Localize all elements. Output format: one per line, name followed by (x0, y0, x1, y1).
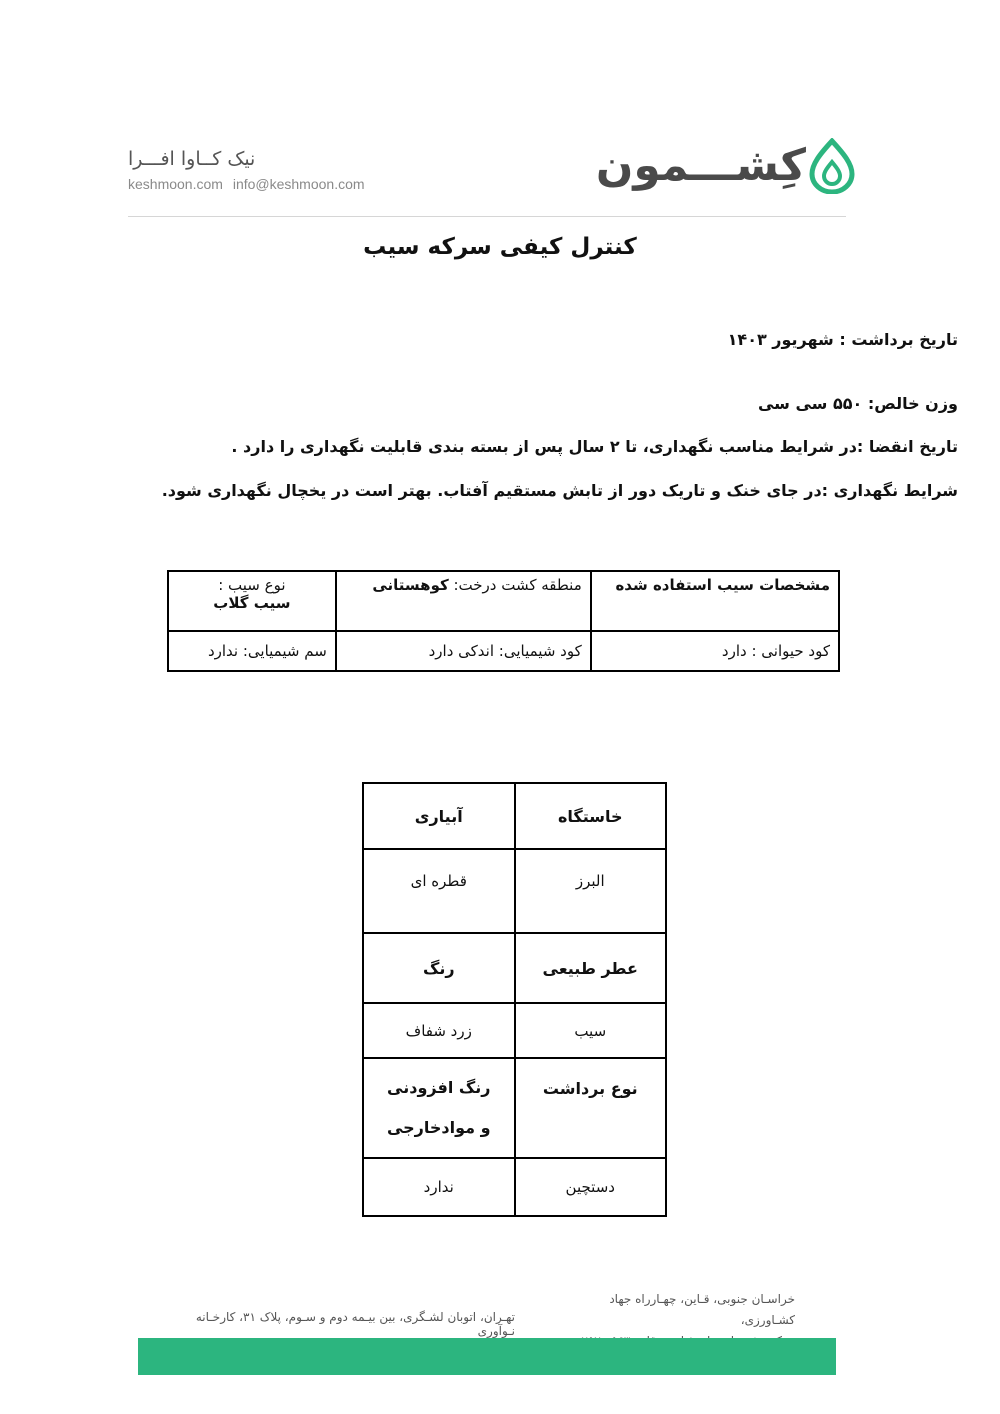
table-cell: آبیاری (363, 783, 515, 849)
table-row (168, 631, 839, 671)
keshmoon-logo-icon (808, 138, 856, 194)
table-cell: قطره ای (363, 849, 515, 933)
chemical-fertilizer-cell: کود شیمیایی: اندکی دارد (336, 631, 591, 671)
brand-name: کِشـــمون (595, 140, 806, 191)
region-cell (336, 571, 591, 631)
apple-type-value: سیب گلاب (213, 594, 291, 612)
table-cell: عطر طبیعی (515, 933, 667, 1003)
table-row (363, 783, 666, 849)
net-weight: وزن خالص: ۵۵۰ سی سی (757, 394, 958, 413)
table-row (363, 1058, 666, 1158)
email-link[interactable]: info@keshmoon.com (232, 176, 365, 192)
table-cell: زرد شفاف (363, 1003, 515, 1058)
region-value: کوهستانی (372, 576, 449, 594)
properties-table (362, 782, 667, 1217)
chemical-pesticide-cell: سم شیمیایی: ندارد (168, 631, 336, 671)
table-cell: رنگ (363, 933, 515, 1003)
table-cell: دستچین (515, 1158, 667, 1216)
apple-type-label: نوع سیب : (218, 576, 286, 594)
table-row (363, 849, 666, 933)
header-divider (128, 216, 846, 217)
specs-header-cell: مشخصات سیب استفاده شده (591, 571, 839, 631)
address-line: خراسـان جنوبی، قـاین، چهـارراه جهاد کشـاورزی، (609, 1292, 795, 1327)
table-row (363, 1003, 666, 1058)
company-name: نیک کــاوا افـــرا (128, 148, 256, 170)
table-cell: سیب (515, 1003, 667, 1058)
apple-specs-table (167, 570, 840, 672)
animal-fertilizer-cell: کود حیوانی : دارد (591, 631, 839, 671)
company-contacts (128, 176, 365, 192)
apple-type-cell (168, 571, 336, 631)
table-row (168, 571, 839, 631)
harvest-date: تاریخ برداشت : شهریور ۱۴۰۳ (727, 330, 958, 349)
storage-conditions: شرایط نگهداری :در جای خنک و تاریک دور از تابش مستقیم آفتاب. بهتر است در یخچال نگهداری شود. (161, 481, 958, 500)
table-cell: خاستگاه (515, 783, 667, 849)
table-cell: نوع برداشت (515, 1058, 667, 1158)
region-label: منطقه کشت درخت: (448, 576, 582, 594)
table-cell: رنگ افزودنی و موادخارجی (363, 1058, 515, 1158)
table-row (363, 933, 666, 1003)
table-cell: ندارد (363, 1158, 515, 1216)
expiry-info: تاریخ انقضا :در شرایط مناسب نگهداری، تا ۲ سال پس از بسته بندی قابلیت نگهداری را دارد . (231, 437, 958, 456)
footer-bar (138, 1338, 836, 1375)
website-link[interactable]: keshmoon.com (128, 176, 223, 192)
tehran-address: تهـران، اتوبان لشـگری، بین بیـمه دوم و سـوم، پلاک ۳۱، کارخـانه نـوآوری (195, 1310, 515, 1338)
table-cell: البرز (515, 849, 667, 933)
document-title: کنترل کیفی سرکه سیب (363, 234, 637, 260)
table-row (363, 1158, 666, 1216)
